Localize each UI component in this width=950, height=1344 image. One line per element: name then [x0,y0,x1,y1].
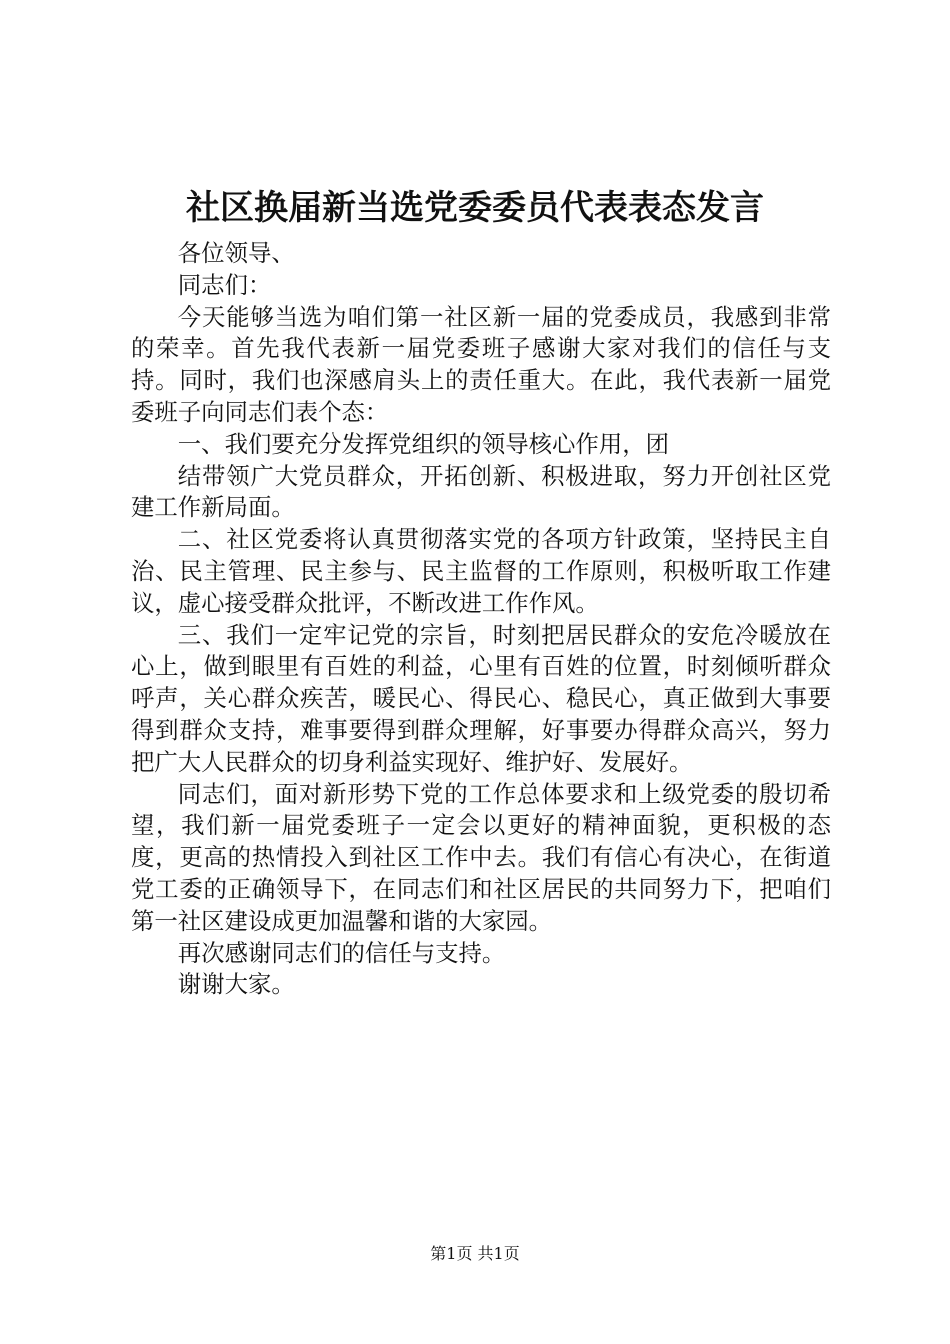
body-paragraph: 二、社区党委将认真贯彻落实党的各项方针政策，坚持民主自治、民主管理、民主参与、民主监督的工作原则，积极听取工作建议，虚心接受群众批评，不断改进工作作风。 [131,525,831,617]
body-paragraph: 一、我们要充分发挥党组织的领导核心作用，团 [177,429,669,458]
document-body [131,238,831,1001]
body-paragraph: 三、我们一定牢记党的宗旨，时刻把居民群众的安危冷暖放在心上，做到眼里有百姓的利益，心里有百姓的位置，时刻倾听群众呼声，关心群众疾苦，暖民心、得民心、稳民心，真正做到大事要得到群众支持，难事要得到群众理解，好事要办得群众高兴，努力把广大人民群众的切身利益实现好、维护好、发展好。 [131,620,831,776]
body-paragraph: 同志们，面对新形势下党的工作总体要求和上级党委的殷切希望，我们新一届党委班子一定会以更好的精神面貌，更积极的态度，更高的热情投入到社区工作中去。我们有信心有决心，在街道党工委的正确领导下，在同志们和社区居民的共同努力下，把咱们第一社区建设成更加温馨和谐的大家园。 [131,779,831,935]
page-number-footer: 第1页 共1页 [430,1244,520,1263]
body-paragraph: 结带领广大党员群众，开拓创新、积极进取，努力开创社区党建工作新局面。 [131,461,831,522]
body-paragraph: 今天能够当选为咱们第一社区新一届的党委成员，我感到非常的荣幸。首先我代表新一届党委班子感谢大家对我们的信任与支持。同时，我们也深感肩头上的责任重大。在此，我代表新一届党委班子向同志们表个态： [131,302,831,426]
greeting-line: 同志们： [177,270,272,299]
greeting-line: 各位领导、 [177,239,295,267]
document-title: 社区换届新当选党委委员代表表态发言 [186,188,764,228]
closing-line: 谢谢大家。 [177,970,295,999]
closing-line: 再次感谢同志们的信任与支持。 [177,938,506,967]
